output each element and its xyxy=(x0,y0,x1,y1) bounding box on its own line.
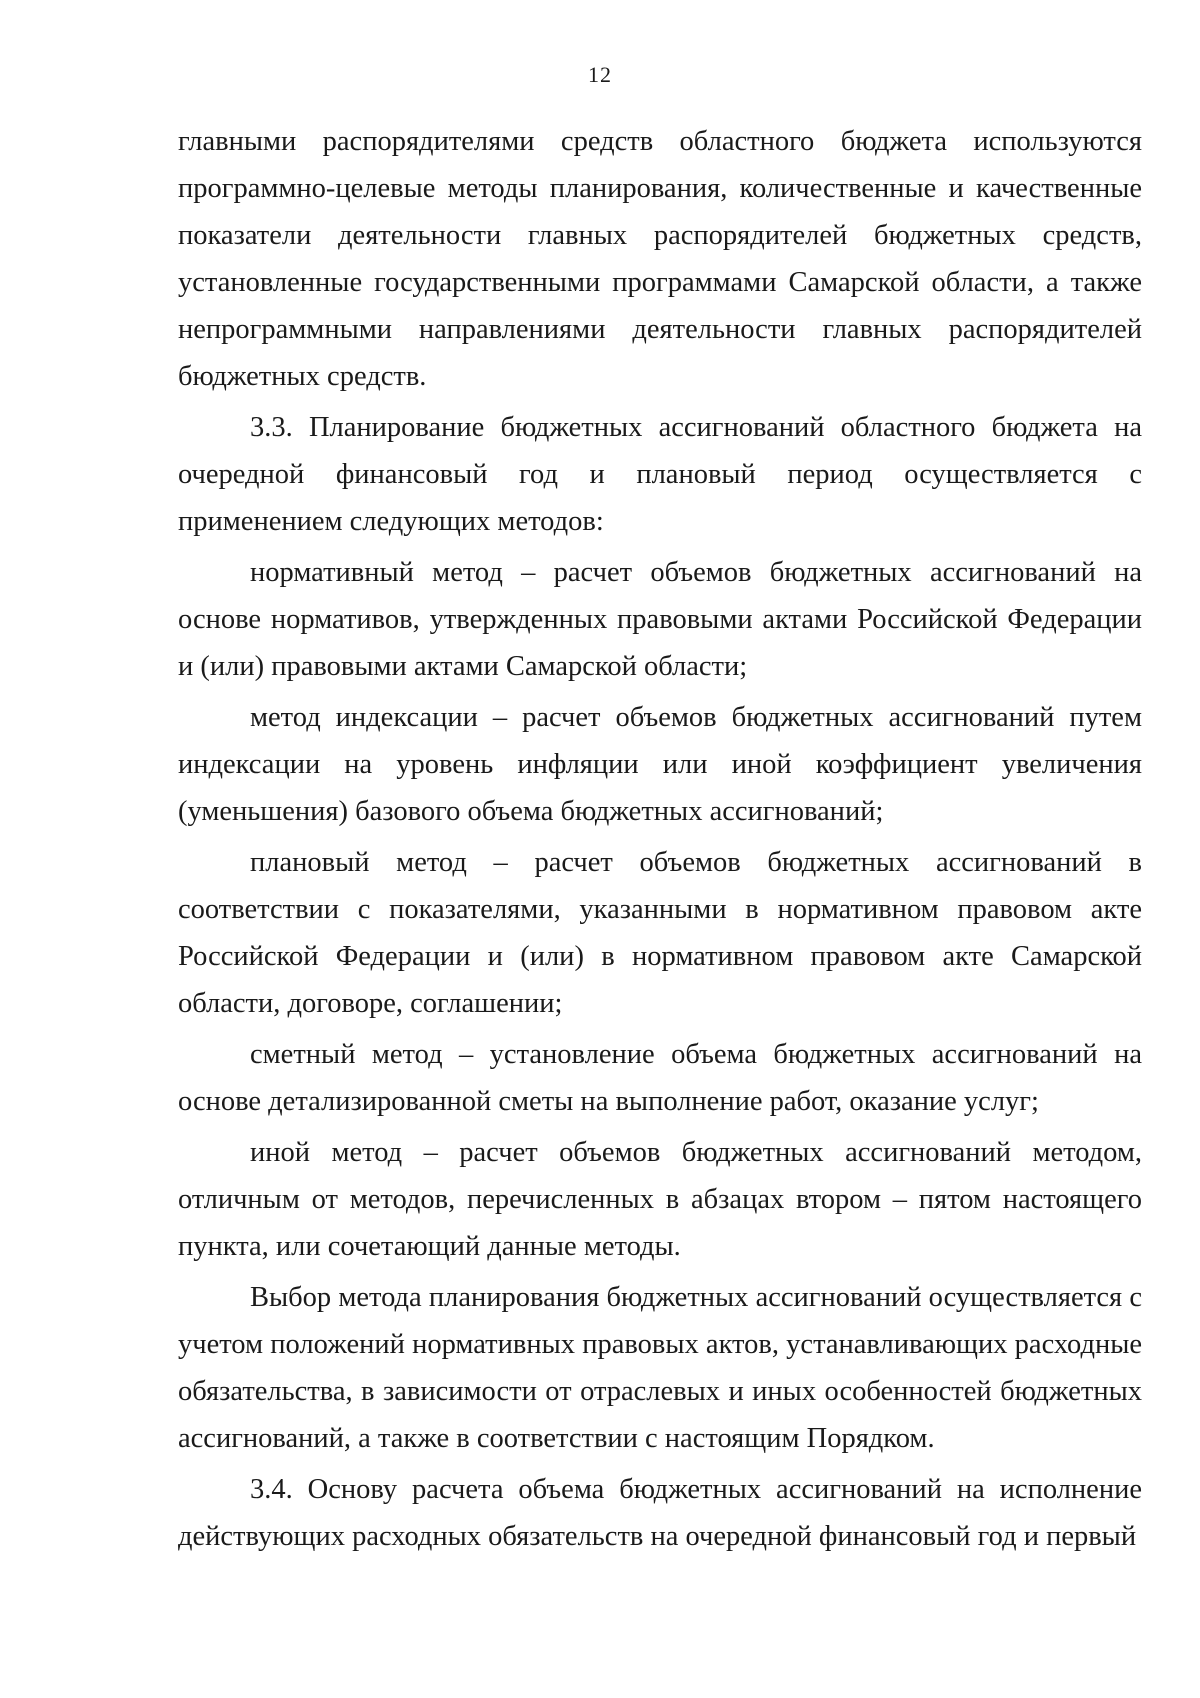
page-number: 12 xyxy=(588,62,612,87)
document-body xyxy=(178,118,1142,1560)
paragraph-indexation-method: метод индексации – расчет объемов бюджетных ассигнований путем индексации на уровень инфляции или иной коэффициент увеличения (уменьшения) базового объема бюджетных ассигнований; xyxy=(178,702,1142,827)
paragraph-other-method: иной метод – расчет объемов бюджетных ассигнований методом, отличным от методов, перечисленных в абзацах втором – пятом настоящего пункта, или сочетающий данные методы. xyxy=(178,1137,1142,1262)
paragraph-budget-managers: главными распорядителями средств областного бюджета используются программно-целевые методы планирования, количественные и качественные показатели деятельности главных распорядителей бюджетных средств, установленные государственными программами Самарской области, а также непрограммными направлениями деятельности главных распорядителей бюджетных средств. xyxy=(178,126,1142,392)
paragraph-section-3-4: 3.4. Основу расчета объема бюджетных ассигнований на исполнение действующих расходных обязательств на очередной финансовый год и первый xyxy=(178,1474,1142,1552)
paragraph-planned-method: плановый метод – расчет объемов бюджетных ассигнований в соответствии с показателями, указанными в нормативном правовом акте Российской Федерации и (или) в нормативном правовом акте Самарской области, договоре, соглашении; xyxy=(178,847,1142,1019)
paragraph-normative-method: нормативный метод – расчет объемов бюджетных ассигнований на основе нормативов, утвержденных правовыми актами Российской Федерации и (или) правовыми актами Самарской области; xyxy=(178,557,1142,682)
paragraph-method-choice: Выбор метода планирования бюджетных ассигнований осуществляется с учетом положений нормативных правовых актов, устанавливающих расходные обязательства, в зависимости от отраслевых и иных особенностей бюджетных ассигнований, а также в соответствии с настоящим Порядком. xyxy=(178,1282,1142,1454)
paragraph-estimate-method: сметный метод – установление объема бюджетных ассигнований на основе детализированной сметы на выполнение работ, оказание услуг; xyxy=(178,1039,1142,1117)
paragraph-section-3-3: 3.3. Планирование бюджетных ассигнований областного бюджета на очередной финансовый год и плановый период осуществляется с применением следующих методов: xyxy=(178,412,1142,537)
